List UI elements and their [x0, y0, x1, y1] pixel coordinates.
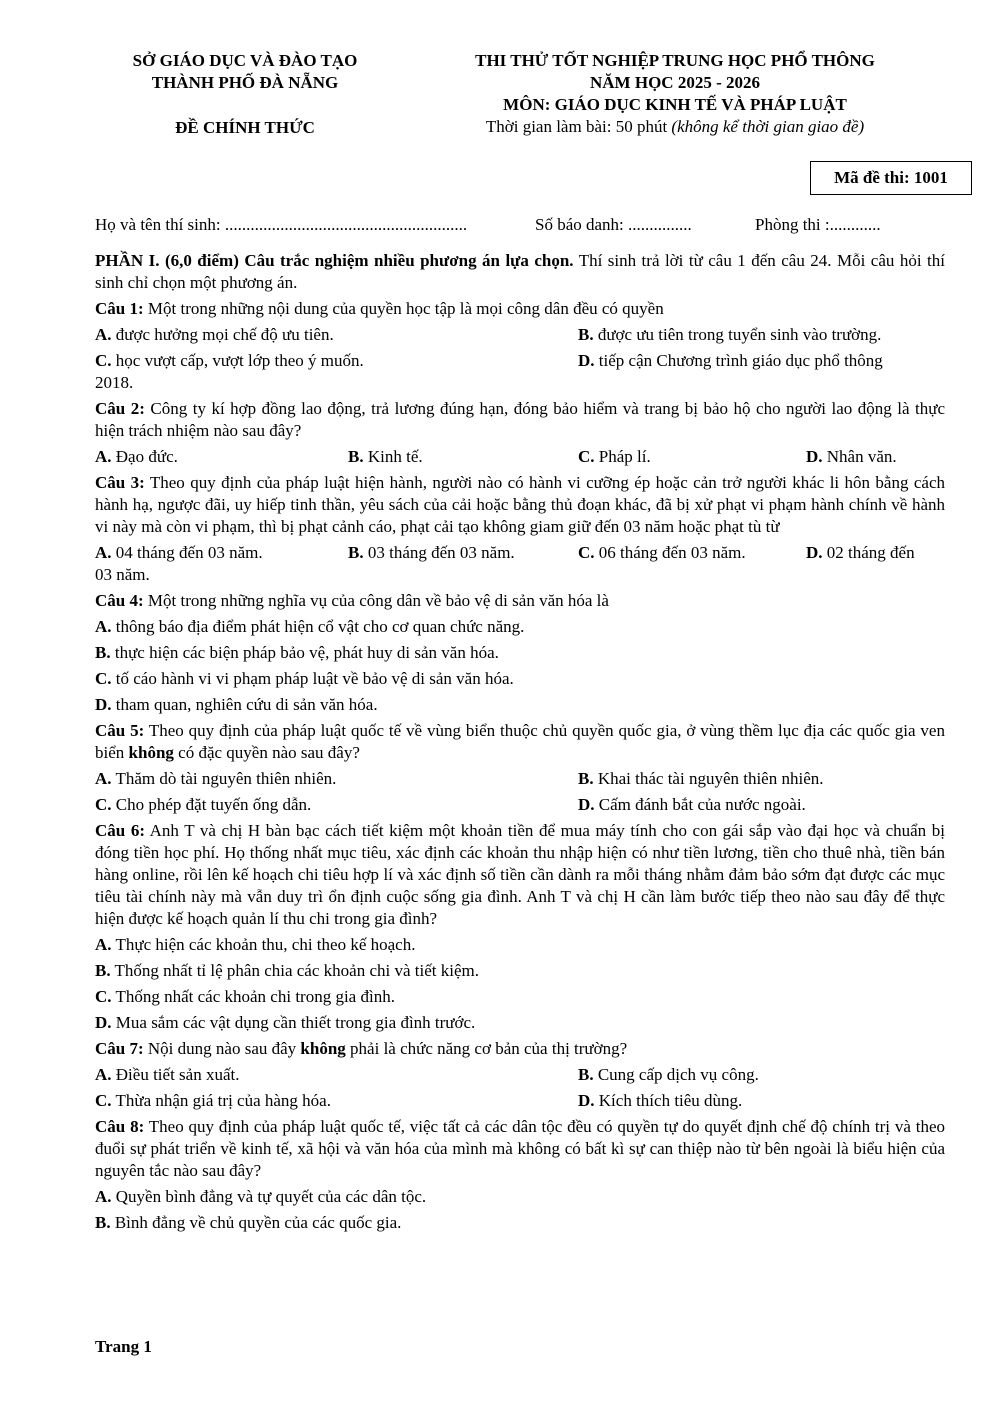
exam-title: THI THỬ TỐT NGHIỆP TRUNG HỌC PHỔ THÔNG — [475, 51, 875, 70]
question-number: Câu 4: — [95, 591, 144, 610]
option-key: B. — [578, 325, 594, 344]
option-c — [95, 794, 311, 816]
question-number: Câu 3: — [95, 473, 145, 492]
option-text: 04 tháng đến 03 năm. — [111, 543, 263, 562]
option-text: tố cáo hành vi vi phạm pháp luật về bảo vệ di sản văn hóa. — [111, 669, 514, 688]
option-key: A. — [95, 617, 112, 636]
option-key: B. — [348, 447, 364, 466]
option-row — [95, 446, 945, 468]
question-text: Theo quy định của pháp luật hiện hành, người nào có hành vi cưỡng ép hoặc cản trở người khác li hôn bằng cách hành hạ, ngược đãi, uy hiếp tinh thần, yêu sách của cải hoặc bằng thủ đoạn khác, đã bị xử phạt vi phạm hành chính về hành vi này mà còn vi phạm, thì bị phạt cảnh cáo, phạt cải tạo không giam giữ đến 03 năm hoặc phạt tù từ — [95, 473, 945, 536]
option-text: Bình đẳng về chủ quyền của các quốc gia. — [110, 1213, 402, 1232]
department-header — [100, 50, 390, 139]
question-7 — [95, 1038, 945, 1112]
option-key: A. — [95, 935, 112, 954]
option-text: thông báo địa điểm phát hiện cổ vật cho cơ quan chức năng. — [111, 617, 525, 636]
option-key: A. — [95, 325, 112, 344]
question-stem — [95, 590, 945, 612]
option-b — [578, 324, 881, 346]
question-text: Công ty kí hợp đồng lao động, trả lương đúng hạn, đóng bảo hiểm và trang bị bảo hộ cho người lao động là thực hiện trách nhiệm nào sau đây? — [95, 399, 945, 440]
option-a — [95, 446, 178, 468]
question-number: Câu 5: — [95, 721, 145, 740]
option-key: A. — [95, 543, 112, 562]
question-number: Câu 8: — [95, 1117, 145, 1136]
option-row — [95, 768, 945, 790]
option-key: C. — [95, 1091, 112, 1110]
question-stem — [95, 1038, 945, 1060]
option-a — [95, 1186, 945, 1208]
option-d-continuation: 03 năm. — [95, 565, 150, 584]
question-6 — [95, 820, 945, 1034]
question-2 — [95, 398, 945, 468]
option-c — [578, 542, 746, 564]
option-text: Khai thác tài nguyên thiên nhiên. — [593, 769, 824, 788]
option-text: Cho phép đặt tuyến ống dẫn. — [111, 795, 312, 814]
option-text: Cung cấp dịch vụ công. — [593, 1065, 759, 1084]
option-text: Điều tiết sản xuất. — [111, 1065, 240, 1084]
question-stem — [95, 820, 945, 930]
option-key: C. — [578, 543, 595, 562]
option-text: Thống nhất các khoản chi trong gia đình. — [111, 987, 395, 1006]
option-text: tham quan, nghiên cứu di sản văn hóa. — [111, 695, 378, 714]
candidate-number-field: Số báo danh: ............... — [535, 215, 692, 234]
option-text: 06 tháng đến 03 năm. — [594, 543, 746, 562]
candidate-name-field: Họ và tên thí sinh: ......................................................... — [95, 215, 468, 234]
option-text: Nhân văn. — [822, 447, 897, 466]
option-key: C. — [95, 987, 112, 1006]
option-key: A. — [95, 769, 112, 788]
option-a — [95, 934, 945, 956]
option-text: 02 tháng đến — [822, 543, 915, 562]
option-a — [95, 768, 336, 790]
option-text: Kinh tế. — [363, 447, 423, 466]
option-d — [578, 794, 806, 816]
question-emphasis: không — [300, 1039, 346, 1058]
option-text: 03 tháng đến 03 năm. — [363, 543, 515, 562]
question-4 — [95, 590, 945, 716]
option-key: C. — [95, 669, 112, 688]
time-limit — [420, 116, 930, 138]
option-b — [348, 446, 423, 468]
exam-code-box: Mã đề thi: 1001 — [810, 161, 972, 195]
option-d — [806, 542, 915, 564]
question-emphasis: không — [128, 743, 174, 762]
option-a — [95, 616, 945, 638]
option-key: D. — [95, 1013, 112, 1032]
option-d — [578, 1090, 742, 1112]
question-stem — [95, 472, 945, 538]
question-text: Một trong những nội dung của quyền học tập là mọi công dân đều có quyền — [143, 299, 664, 318]
option-key: A. — [95, 1065, 112, 1084]
option-row — [95, 1090, 945, 1112]
option-text: Quyền bình đẳng và tự quyết của các dân tộc. — [111, 1187, 427, 1206]
option-row — [95, 350, 945, 372]
question-number: Câu 2: — [95, 399, 145, 418]
option-text: học vượt cấp, vượt lớp theo ý muốn. — [111, 351, 364, 370]
option-key: C. — [95, 351, 112, 370]
option-text: Thăm dò tài nguyên thiên nhiên. — [111, 769, 337, 788]
option-c — [95, 986, 945, 1008]
exam-room-field: Phòng thi :............ — [755, 215, 881, 234]
option-d-continuation: 2018. — [95, 373, 134, 392]
option-d — [95, 1012, 945, 1034]
option-text: được hưởng mọi chế độ ưu tiên. — [111, 325, 334, 344]
question-1 — [95, 298, 945, 394]
question-3 — [95, 472, 945, 586]
dept-line-1: SỞ GIÁO DỤC VÀ ĐÀO TẠO — [132, 51, 358, 70]
part-1-title: PHẦN I. (6,0 điểm) Câu trắc nghiệm nhiều phương án lựa chọn. — [95, 251, 574, 270]
option-text: được ưu tiên trong tuyển sinh vào trường. — [593, 325, 882, 344]
option-key: C. — [95, 795, 112, 814]
option-key: D. — [95, 695, 112, 714]
part-1-instruction: Thí sinh trả lời từ câu 1 đến câu 24. Mỗi câu hỏi thí sinh chỉ chọn một phương án. — [95, 251, 945, 292]
option-text: Pháp lí. — [594, 447, 651, 466]
question-stem — [95, 298, 945, 320]
question-number: Câu 7: — [95, 1039, 144, 1058]
option-key: D. — [806, 543, 823, 562]
option-key: B. — [578, 1065, 594, 1084]
option-b — [95, 1212, 945, 1234]
option-c — [95, 668, 945, 690]
option-b — [578, 1064, 759, 1086]
option-key: A. — [95, 447, 112, 466]
option-text: Cấm đánh bắt của nước ngoài. — [594, 795, 806, 814]
option-text: Đạo đức. — [111, 447, 178, 466]
exam-header — [420, 50, 930, 138]
question-text: Nội dung nào sau đây — [143, 1039, 301, 1058]
official-label: ĐỀ CHÍNH THỨC — [175, 118, 315, 137]
option-key: B. — [95, 1213, 111, 1232]
question-number: Câu 6: — [95, 821, 145, 840]
option-row — [95, 324, 945, 346]
question-8 — [95, 1116, 945, 1234]
option-key: B. — [95, 961, 111, 980]
question-text: Theo quy định của pháp luật quốc tế về vùng biển thuộc chủ quyền quốc gia, ở vùng thềm lục địa các quốc gia ven biển — [95, 721, 945, 762]
option-text: Mua sắm các vật dụng cần thiết trong gia đình trước. — [111, 1013, 476, 1032]
page-number: Trang 1 — [95, 1337, 152, 1356]
option-text: Thực hiện các khoản thu, chi theo kế hoạch. — [111, 935, 416, 954]
question-text-end: phải là chức năng cơ bản của thị trường? — [345, 1039, 628, 1058]
option-text: tiếp cận Chương trình giáo dục phổ thông — [594, 351, 883, 370]
option-text: Thừa nhận giá trị của hàng hóa. — [111, 1091, 331, 1110]
option-b — [348, 542, 515, 564]
option-key: D. — [578, 351, 595, 370]
option-a — [95, 324, 334, 346]
option-b — [95, 960, 945, 982]
question-text-end: có đặc quyền nào sau đây? — [173, 743, 360, 762]
option-key: B. — [348, 543, 364, 562]
option-c — [95, 350, 364, 372]
time-normal: Thời gian làm bài: 50 phút — [485, 117, 672, 136]
subject: MÔN: GIÁO DỤC KINH TẾ VÀ PHÁP LUẬT — [503, 95, 847, 114]
dept-line-2: THÀNH PHỐ ĐÀ NẴNG — [151, 73, 339, 92]
option-row — [95, 1064, 945, 1086]
exam-content — [95, 250, 945, 1234]
option-key: D. — [806, 447, 823, 466]
option-d — [95, 694, 945, 716]
option-row — [95, 542, 945, 564]
option-text: thực hiện các biện pháp bảo vệ, phát huy di sản văn hóa. — [110, 643, 499, 662]
option-key: D. — [578, 795, 595, 814]
question-stem — [95, 1116, 945, 1182]
option-a — [95, 542, 263, 564]
option-b — [95, 642, 945, 664]
option-a — [95, 1064, 239, 1086]
option-c — [578, 446, 651, 468]
option-text: Kích thích tiêu dùng. — [594, 1091, 743, 1110]
question-stem — [95, 398, 945, 442]
option-d — [578, 350, 883, 372]
option-key: C. — [578, 447, 595, 466]
question-text: Theo quy định của pháp luật quốc tế, việc tất cả các dân tộc đều có quyền tự do quyết định chế độ chính trị và theo đuổi sự phát triển về kinh tế, xã hội và văn hóa của mình mà không có bất kì sự can thiệp nào từ bên ngoài là biểu hiện của nguyên tắc nào sau đây? — [95, 1117, 945, 1180]
part-1-heading — [95, 250, 945, 294]
question-text: Một trong những nghĩa vụ của công dân về bảo vệ di sản văn hóa là — [143, 591, 609, 610]
question-5 — [95, 720, 945, 816]
option-key: B. — [95, 643, 111, 662]
question-stem — [95, 720, 945, 764]
option-c — [95, 1090, 331, 1112]
option-row — [95, 794, 945, 816]
option-d — [806, 446, 897, 468]
question-text: Anh T và chị H bàn bạc cách tiết kiệm một khoản tiền để mua máy tính cho con gái sắp vào đại học và chuẩn bị đóng tiền học phí. Họ thống nhất mục tiêu, xác định các khoản thu nhập hiện có như tiền lương, tiền cho thuê nhà, tiền bán hàng online, rồi lên kế hoạch chi tiêu hợp lí và xác định số tiền cần dành ra mỗi tháng nhằm đảm bảo sớm đạt được các mục tiêu tài chính này mà vẫn duy trì ổn định cuộc sống gia đình. Anh T và chị H cần làm bước tiếp theo nào sau đây để thực hiện được kế hoạch quản lí thu chi trong gia đình? — [95, 821, 945, 928]
question-number: Câu 1: — [95, 299, 144, 318]
option-text: Thống nhất tỉ lệ phân chia các khoản chi và tiết kiệm. — [110, 961, 479, 980]
option-b — [578, 768, 824, 790]
option-key: B. — [578, 769, 594, 788]
school-year: NĂM HỌC 2025 - 2026 — [590, 73, 760, 92]
time-note: (không kể thời gian giao đề) — [671, 117, 865, 136]
option-key: A. — [95, 1187, 112, 1206]
option-key: D. — [578, 1091, 595, 1110]
